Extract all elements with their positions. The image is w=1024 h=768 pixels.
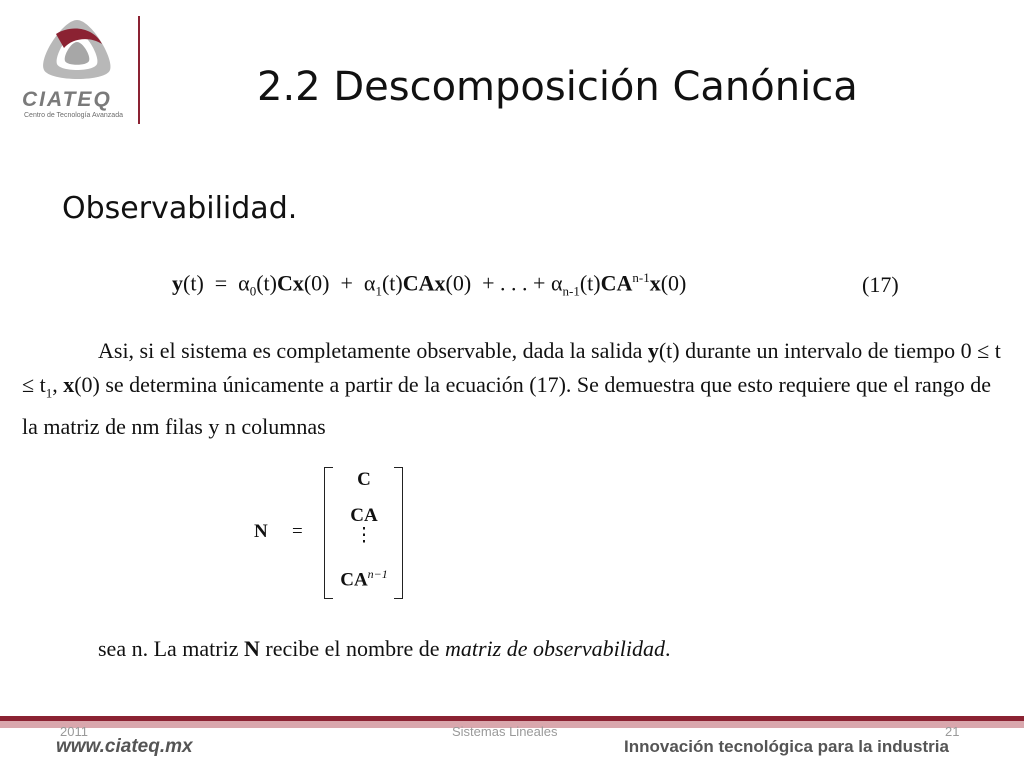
matrix-row-last: CA — [340, 569, 368, 591]
eq-term2-end: (0) + . . . + — [445, 270, 551, 296]
eq-term3-end: (0) — [660, 270, 687, 296]
body-paragraph — [22, 334, 1007, 444]
matrix-row-last-sup: n−1 — [367, 567, 388, 581]
eq-lhs: y — [172, 270, 183, 296]
footer-course-name: Sistemas Lineales — [452, 724, 558, 739]
para-part3: , — [52, 372, 64, 397]
matrix-row: ⋮ — [354, 525, 374, 546]
para-sub-1: 1 — [45, 385, 53, 401]
matrix-row: C — [357, 469, 371, 490]
eq-ca-sup: n-1 — [632, 270, 650, 285]
equation-number: (17) — [862, 272, 899, 297]
eq-x: x — [649, 270, 661, 296]
eq-cx: Cx — [276, 270, 304, 296]
eq-alphan: α — [550, 270, 563, 296]
slide-title: 2.2 Descomposición Canónica — [257, 64, 858, 110]
para-part1: Asi, si el sistema es completamente observable, dada la salida — [98, 338, 648, 363]
matrix-row — [336, 567, 392, 591]
eq-t2: (t) — [381, 270, 403, 296]
eq-t1: (t) — [256, 270, 277, 296]
logo-subtitle: Centro de Tecnología Avanzada — [24, 112, 123, 119]
logo-wordmark: CIATEQ — [22, 88, 112, 111]
footer-website-link[interactable]: www.ciateq.mx — [56, 736, 193, 757]
eq-alpha0-sub: 0 — [249, 283, 257, 299]
matrix-right-bracket — [394, 467, 403, 599]
eq-cax: CAx — [402, 270, 446, 296]
eq-term1-end: (0) + — [303, 270, 364, 296]
footer-date: 2011 — [60, 724, 88, 739]
header-divider — [138, 16, 140, 124]
eq-alpha0: α — [238, 270, 250, 296]
matrix-label: N — [254, 521, 268, 542]
equation-17 — [172, 270, 686, 300]
closing-italic: matriz de observabilidad — [444, 636, 665, 661]
para-part2: (t) durante un intervalo de tiempo 0 ≤ t ≤ t — [22, 338, 1001, 397]
eq-alpha1-sub: 1 — [375, 283, 382, 299]
closing-bold-n: N — [244, 636, 260, 661]
eq-alpha1: α — [363, 270, 376, 296]
section-subtitle: Observabilidad. — [62, 191, 298, 226]
para-bold-x: x — [63, 372, 75, 397]
ciateq-logo — [14, 18, 134, 128]
closing-part3: . — [664, 636, 671, 661]
footer-page-number: 21 — [945, 724, 960, 739]
matrix-row: CA — [350, 505, 378, 526]
eq-t3: (t) — [579, 270, 601, 296]
observability-matrix — [254, 465, 414, 603]
eq-alphan-sub: n-1 — [562, 283, 580, 299]
matrix-equals: = — [292, 521, 303, 542]
eq-lhs-arg: (t) = — [183, 270, 239, 296]
footer-tagline: Innovación tecnológica para la industria — [624, 737, 949, 756]
closing-sentence — [98, 636, 670, 662]
closing-part2: recibe el nombre de — [259, 636, 445, 661]
matrix-left-bracket — [324, 467, 333, 599]
para-part4: (0) se determina únicamente a partir de la ecuación (17). Se demuestra que esto requiere que el rango de la matriz de nm filas y n columnas — [22, 372, 992, 440]
eq-ca: CA — [600, 270, 633, 296]
closing-part1: sea n. La matriz — [98, 636, 244, 661]
ciateq-logo-icon — [36, 18, 118, 84]
para-bold-y: y — [647, 338, 659, 363]
